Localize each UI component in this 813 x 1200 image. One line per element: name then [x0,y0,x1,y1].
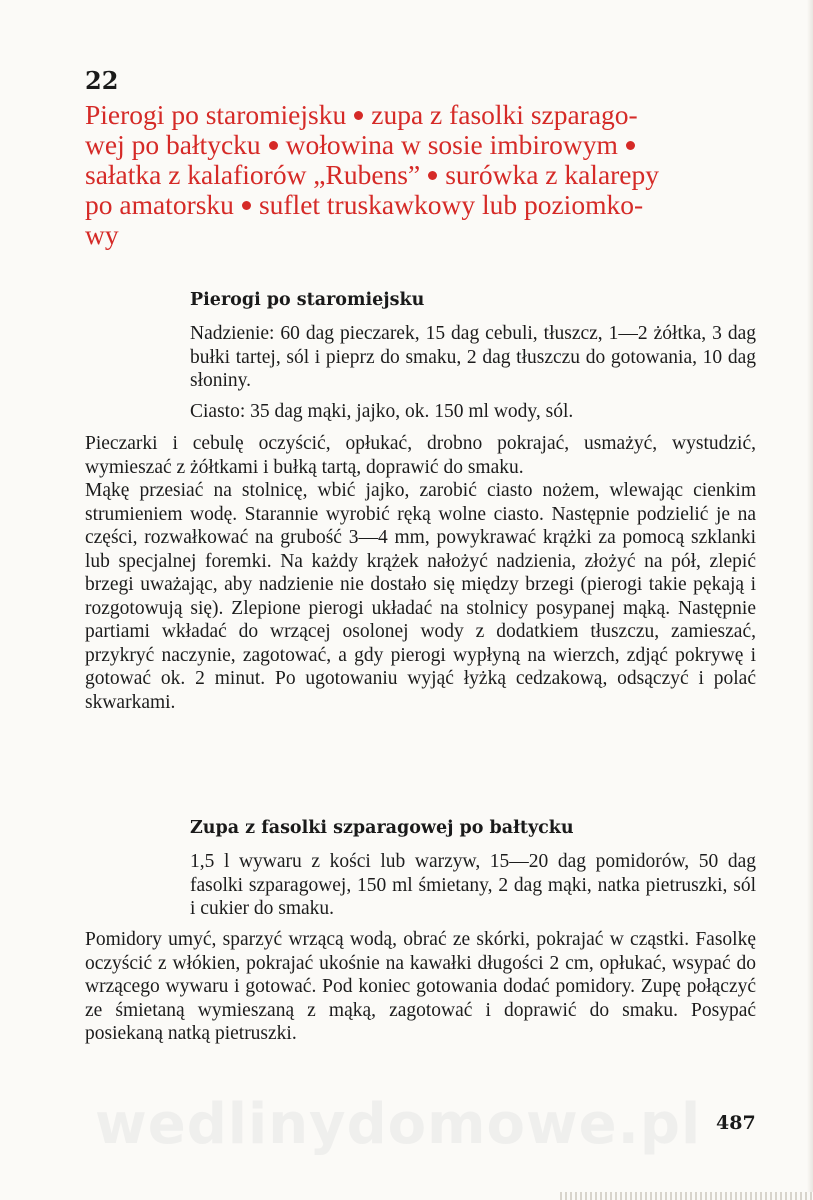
page-edge [807,0,813,1200]
recipe-title: Zupa z fasolki szparagowej po bałtycku [190,818,574,838]
menu-header-line-2 [85,130,757,160]
menu-item: wy [85,219,119,250]
menu-item: Pierogi po staromiejsku [85,99,347,130]
menu-item: po amatorsku [85,189,234,220]
day-number: 22 [85,66,119,95]
watermark: wedlinydomowe.pl [95,1092,702,1157]
menu-header-line-4 [85,190,757,220]
menu-item: suflet truskawkowy lub poziomko- [258,189,644,220]
menu-header-line-1 [85,100,757,130]
menu-header-line-5 [85,220,757,250]
menu-item: wołowina w sosie imbirowym [285,129,618,160]
menu-item: sałatka z kalafiorów „Rubens” [85,159,421,190]
menu-item: zupa z fasolki szparago- [371,99,638,130]
instruction-paragraph: Pieczarki i cebulę oczyścić, opłukać, drobno pokrajać, usmażyć, wystudzić, wymieszać z żółtkami i bułką tartą, doprawić do smaku. [85,433,756,478]
bullet-icon [269,141,278,150]
menu-item: wej po bałtycku [85,129,261,160]
menu-header [85,100,757,250]
recipe-instructions [85,928,756,1046]
recipe-instructions [85,432,756,714]
instruction-paragraph: Mąkę przesiać na stolnicę, wbić jajko, zarobić ciasto nożem, wlewając cienkim strumieniem wodę. Starannie wyrobić ręką wolne ciasto. Następnie podzielić je na części, rozwałkować na grubość 3—4 mm, powykrawać krążki za pomocą szklanki lub specjalnej foremki. Na każdy krążek nałożyć nadzienia, złożyć na pół, zlepić brzegi uważając, aby nadzienie nie dostało się między brzegi (pierogi takie pękają i rozgotowują się). Zlepione pierogi układać na stolnicy posypanej mąką. Następnie partiami wkładać do wrzącej osolonej wody z dodatkiem tłuszczu, zamieszać, przykryć naczynie, zagotować, a gdy pierogi wypłyną na wierzch, zdjąć pokrywę i gotować ok. 2 minut. Po ugotowaniu wyjąć łyżką cedzakową, odsączyć i polać skwarkami. [85,480,756,713]
menu-item: surówka z kalarepy [445,159,660,190]
bullet-icon [354,111,363,120]
bullet-icon [242,201,251,210]
menu-header-line-3 [85,160,757,190]
page-edge [560,1192,813,1200]
instruction-paragraph: Pomidory umyć, sparzyć wrzącą wodą, obrać ze skórki, pokrajać w cząstki. Fasolkę oczyścić z włókien, pokrajać ukośnie na kawałki długości 2 cm, opłukać, wsypać do wrzącego wywaru i gotować. Pod koniec gotowania dodać pomidory. Zupę połączyć ze śmietaną wymieszaną z mąką, zagotować i doprawić do smaku. Posypać posiekaną natką pietruszki. [85,929,756,1044]
bullet-icon [428,171,437,180]
recipe-ingredients-filling: Nadzienie: 60 dag pieczarek, 15 dag cebuli, tłuszcz, 1—2 żółtka, 3 dag bułki tartej, sól i pieprz do smaku, 2 dag tłuszczu do gotowania, 10 dag słoniny. [190,323,756,391]
page-number: 487 [716,1112,756,1134]
recipe-ingredients-dough: Ciasto: 35 dag mąki, jajko, ok. 150 ml wody, sól. [190,401,574,422]
recipe-title: Pierogi po staromiejsku [190,290,425,310]
bullet-icon [626,141,635,150]
recipe-ingredients: 1,5 l wywaru z kości lub warzyw, 15—20 dag pomidorów, 50 dag fasolki szparagowej, 150 ml śmietany, 2 dag mąki, natka pietruszki, sól i cukier do smaku. [190,851,756,919]
